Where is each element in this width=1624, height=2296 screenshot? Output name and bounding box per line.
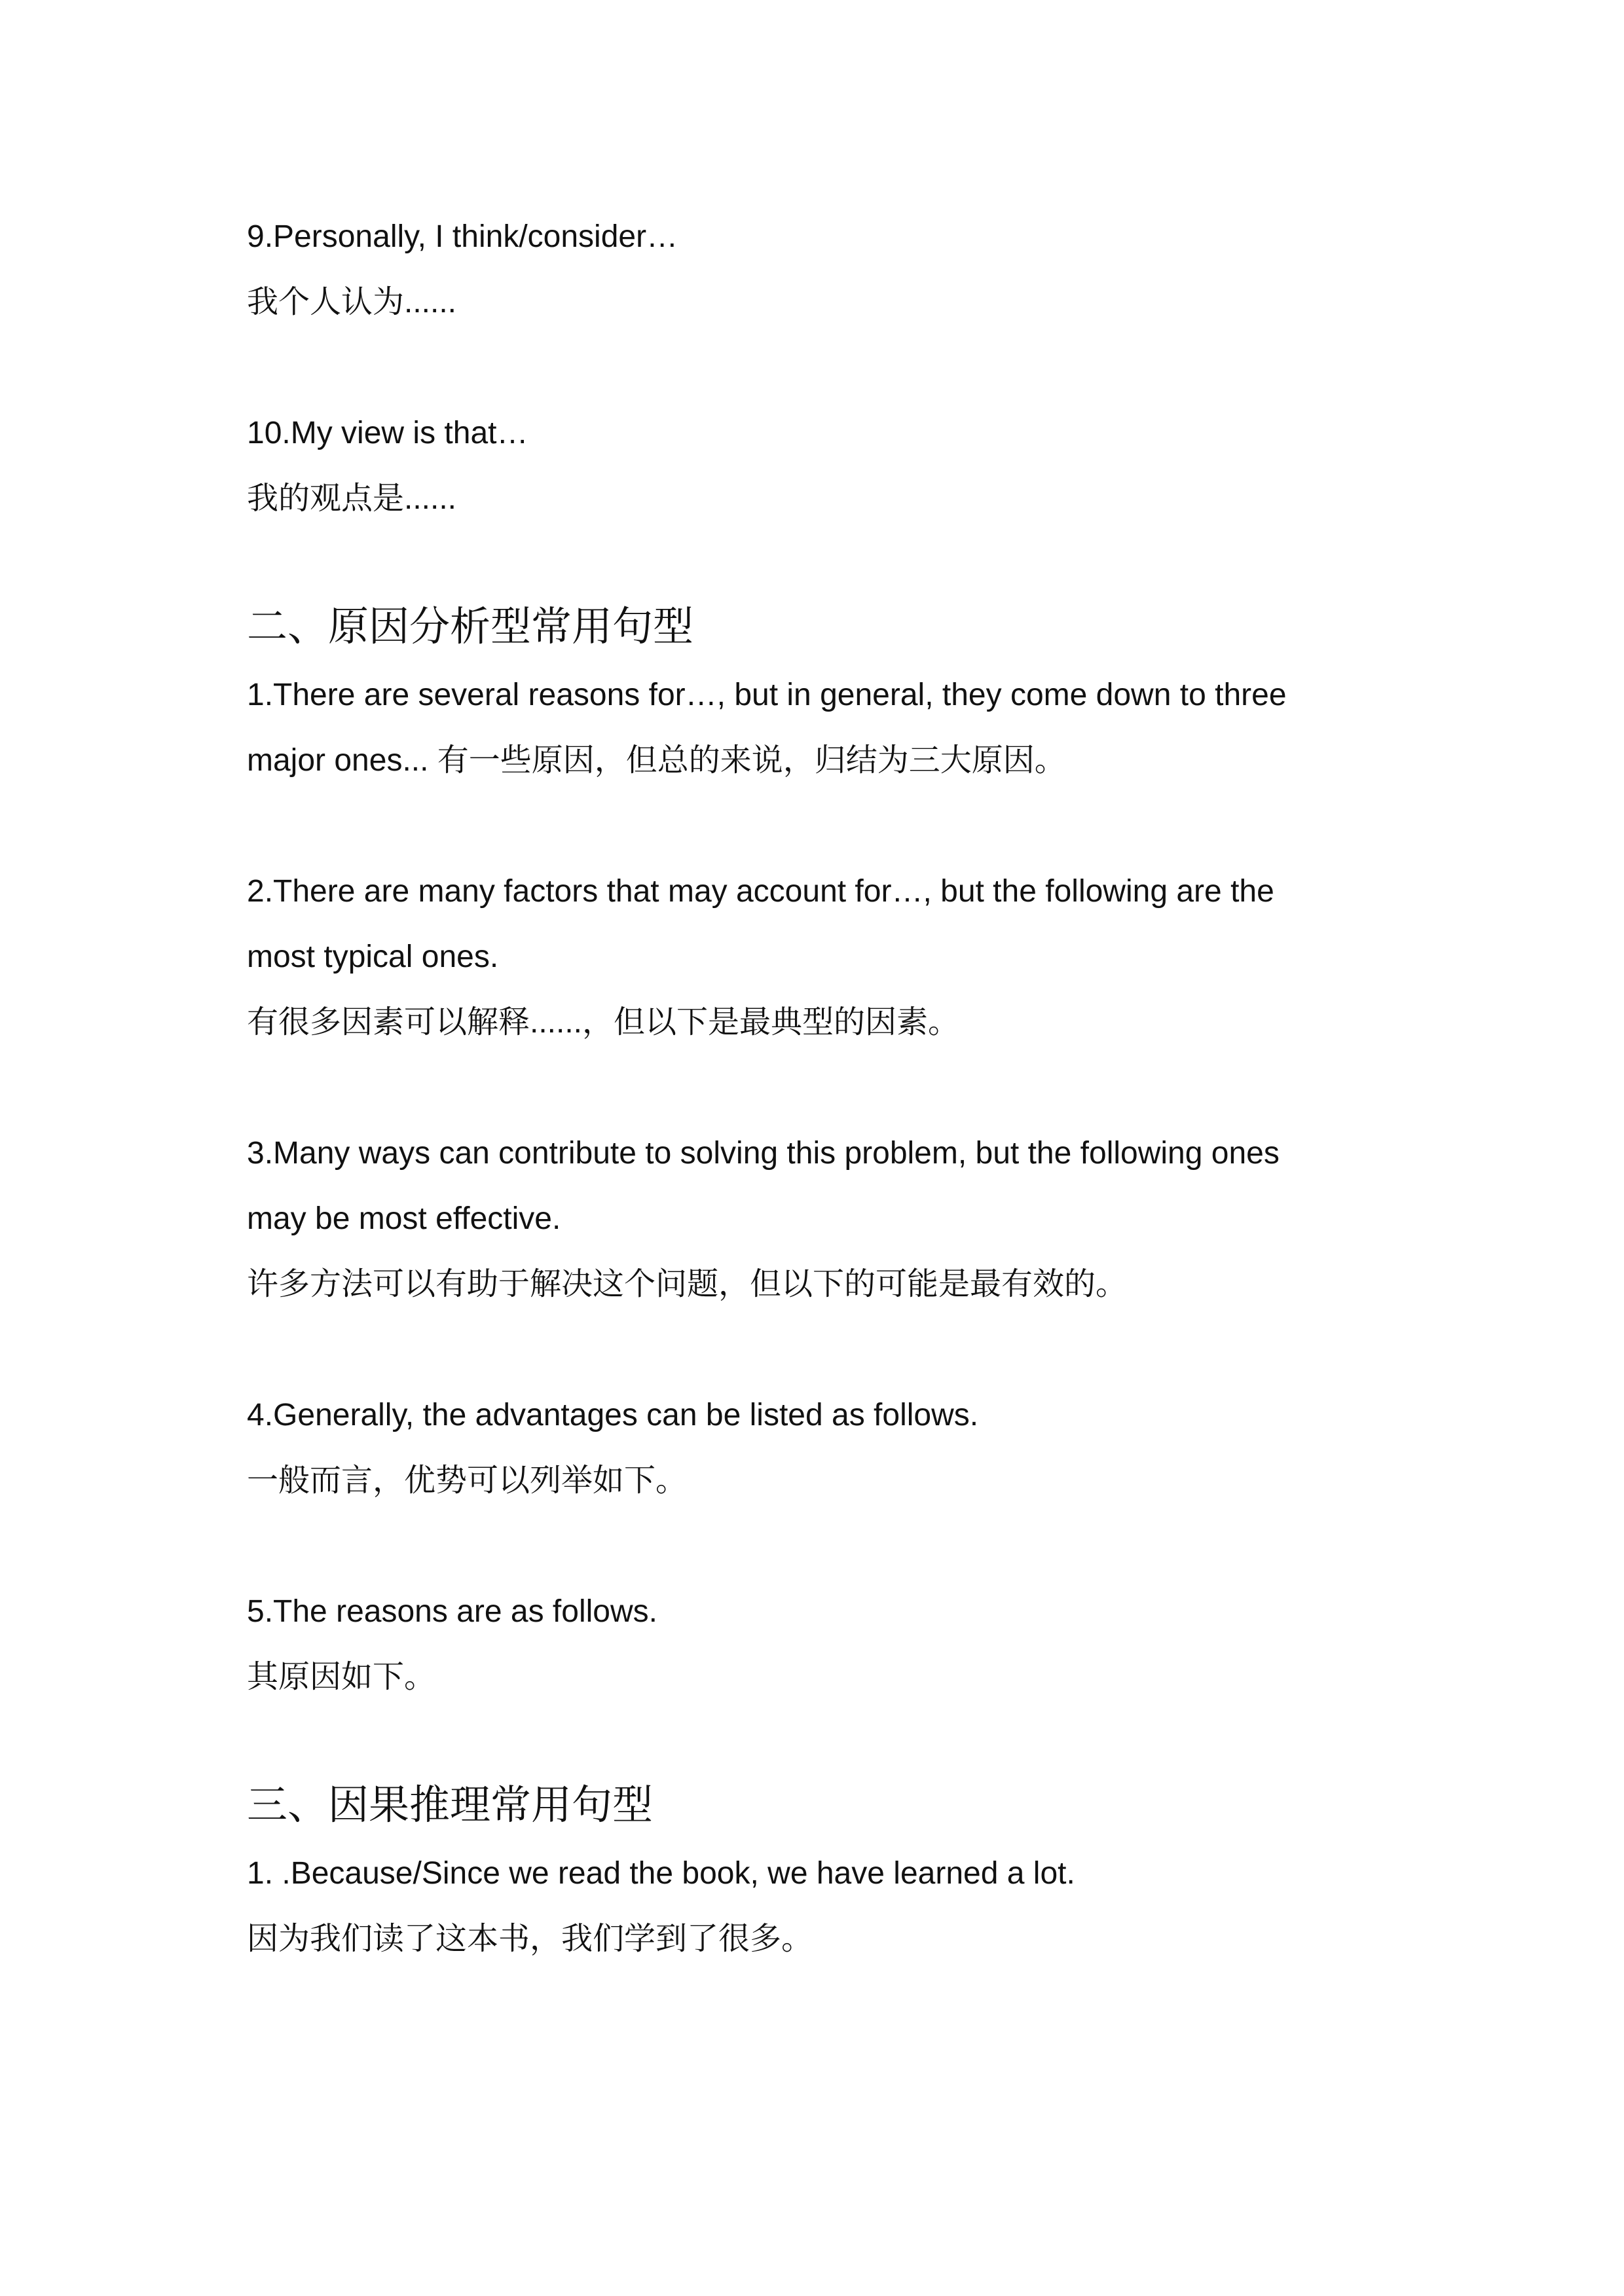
section-three-heading: 三、因果推理常用句型 [247, 1783, 654, 1828]
reason-item-3-chinese: 许多方法可以有助于解决这个问题，但以下的可能是最有效的。 [247, 1267, 1128, 1302]
cause-effect-item-1-chinese: 因为我们读了这本书，我们学到了很多。 [247, 1922, 813, 1956]
reason-item-3-line-2: may be most effective. [247, 1201, 561, 1236]
section-two-heading: 二、原因分析型常用句型 [247, 604, 694, 649]
item-10-english: 10.My view is that… [247, 416, 528, 450]
item-10-chinese: 我的观点是...... [247, 481, 457, 516]
reason-item-1-line-1: 1.There are several reasons for…, but in general, they come down to three [247, 678, 1287, 712]
reason-item-3-line-1: 3.Many ways can contribute to solving this problem, but the following ones [247, 1136, 1280, 1171]
reason-item-2-line-2: most typical ones. [247, 939, 499, 974]
reason-item-5-chinese: 其原因如下。 [247, 1660, 436, 1694]
item-9-english: 9.Personally, I think/consider… [247, 219, 678, 254]
item-9-chinese: 我个人认为...... [247, 285, 457, 319]
reason-item-1-line-2: major ones... 有一些原因，但总的来说，归结为三大原因。 [247, 743, 1066, 778]
reason-item-4-chinese: 一般而言，优势可以列举如下。 [247, 1463, 688, 1498]
reason-item-5-english: 5.The reasons are as follows. [247, 1594, 657, 1629]
reason-item-2-chinese: 有很多因素可以解释......，但以下是最典型的因素。 [247, 1005, 960, 1040]
cause-effect-item-1-english: 1. .Because/Since we read the book, we have learned a lot. [247, 1856, 1075, 1891]
reason-item-4-english: 4.Generally, the advantages can be listed as follows. [247, 1398, 979, 1432]
reason-item-2-line-1: 2.There are many factors that may account for…, but the following are the [247, 874, 1274, 909]
